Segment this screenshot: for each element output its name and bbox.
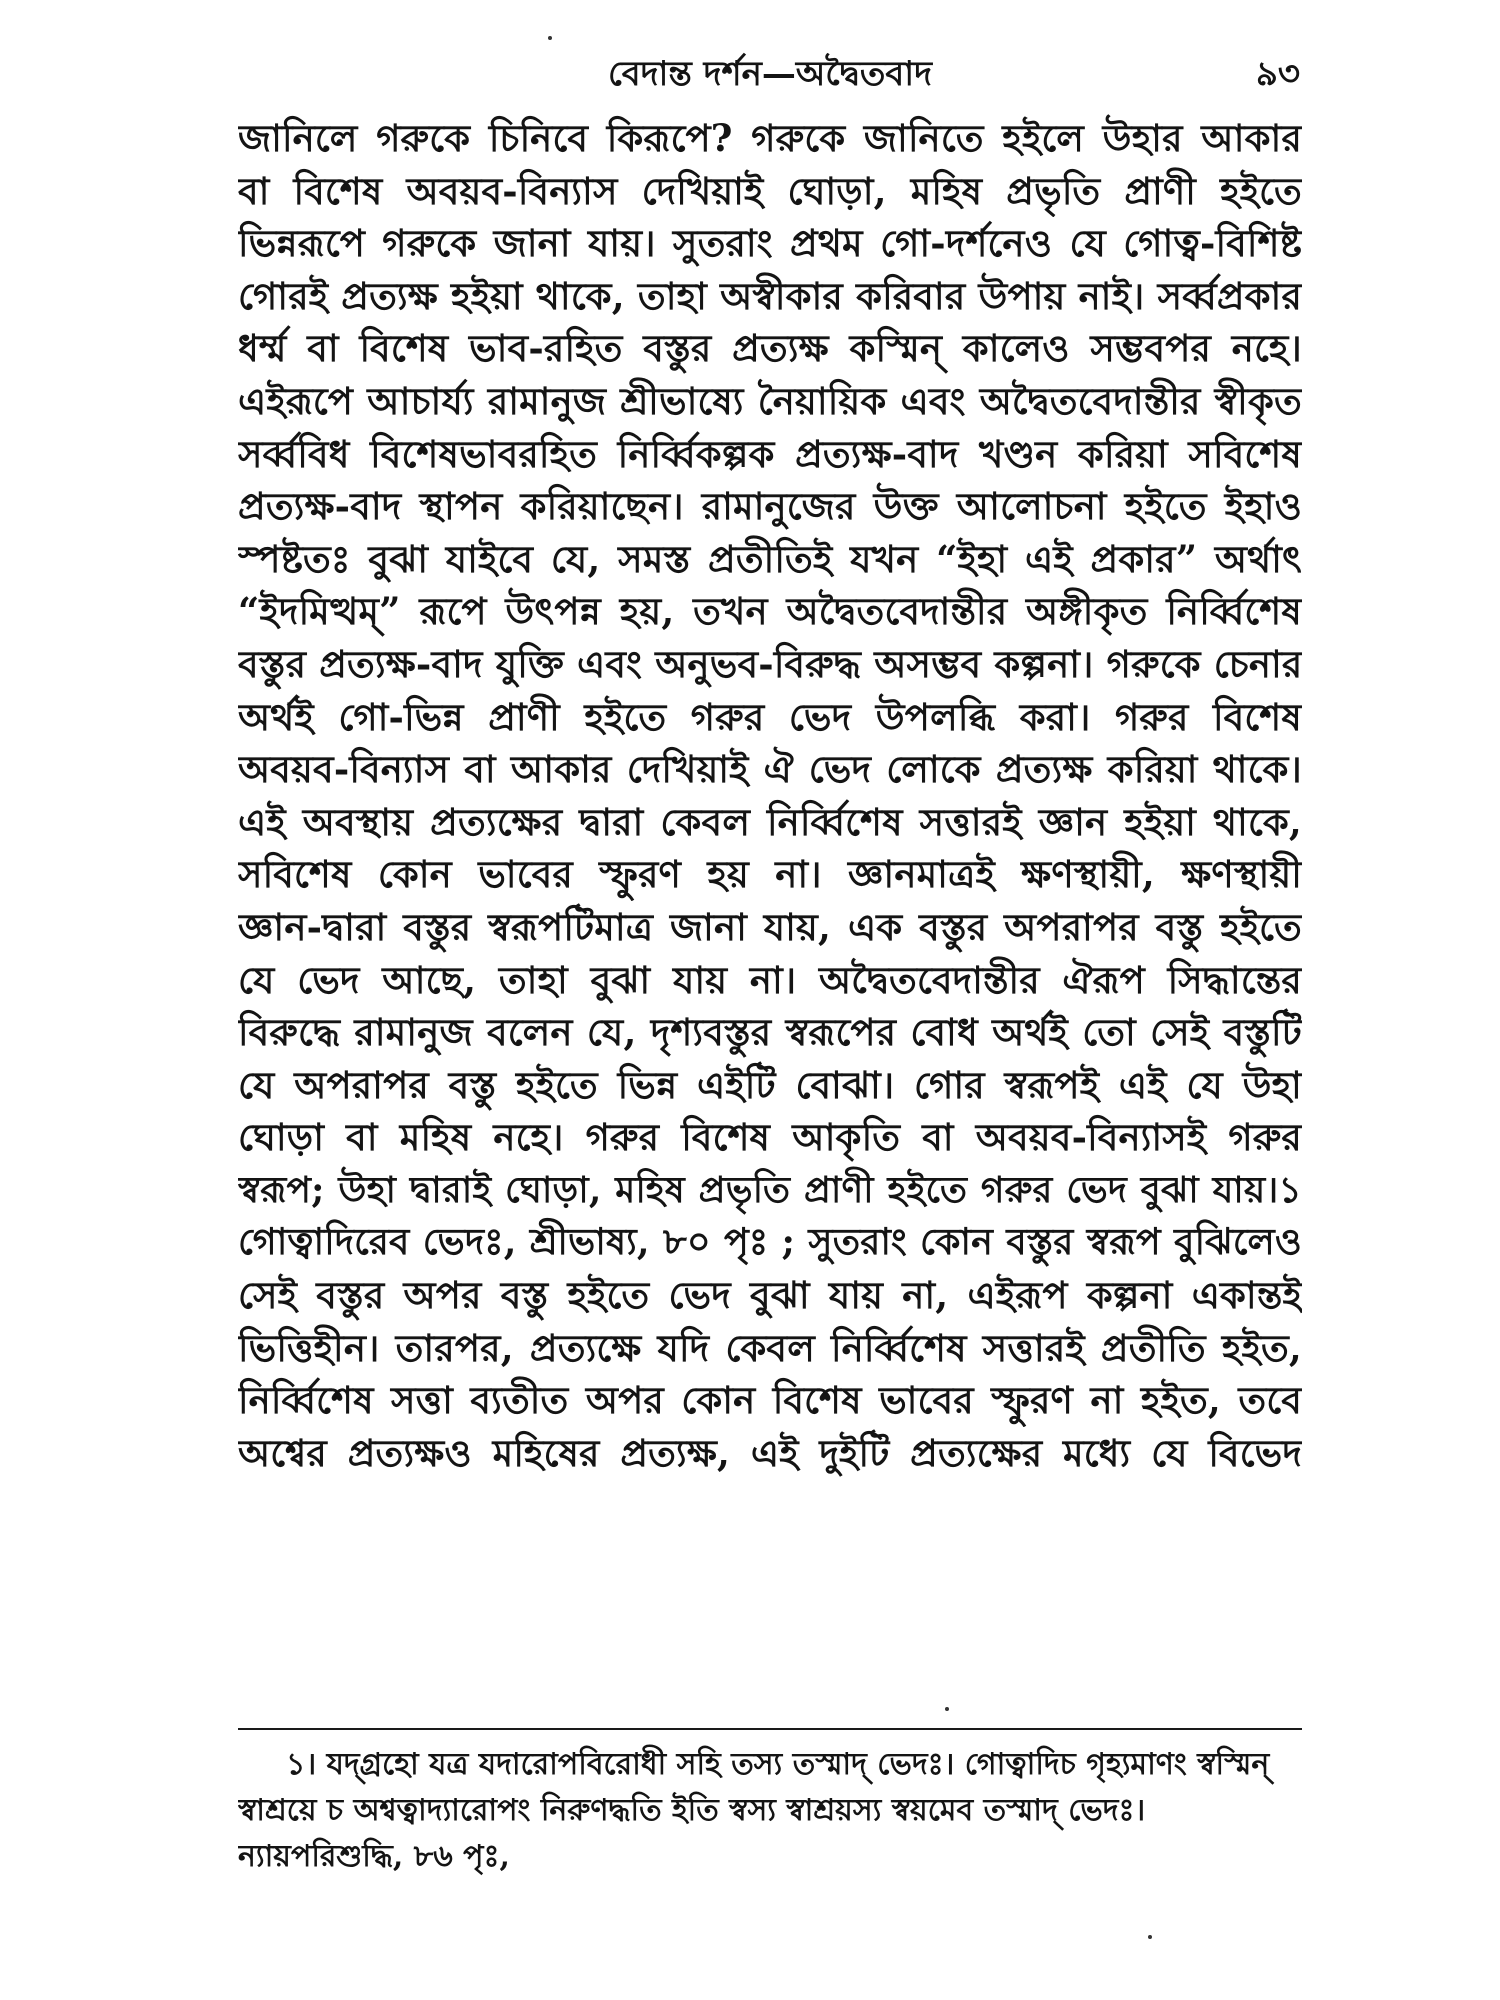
print-speck — [945, 1707, 949, 1711]
running-title: বেদান্ত দর্শন—অদ্বৈতবাদ — [607, 54, 933, 94]
body-line: ভিন্নরূপে গরুকে জানা যায়। সুতরাং প্রথম গো-দর্শনেও যে গোত্ব-বিশিষ্ট — [238, 221, 1302, 266]
body-line: জ্ঞান-দ্বারা বস্তুর স্বরূপটিমাত্র জানা যায়, এক বস্তুর অপরাপর বস্তু হইতে — [238, 904, 1302, 949]
body-line: যে অপরাপর বস্তু হইতে ভিন্ন এইটি বোঝা। গোর স্বরূপই এই যে উহা — [238, 1062, 1302, 1107]
body-line: অবয়ব-বিন্যাস বা আকার দেখিয়াই ঐ ভেদ লোকে প্রত্যক্ষ করিয়া থাকে। — [238, 747, 1302, 792]
body-line: অশ্বের প্রত্যক্ষও মহিষের প্রত্যক্ষ, এই দুইটি প্রত্যক্ষের মধ্যে যে বিভেদ — [238, 1430, 1302, 1475]
footnote-line: স্বাশ্রয়ে চ অশ্বত্বাদ্যারোপং নিরুণদ্ধতি ইতি স্বস্য স্বাশ্রয়স্য স্বয়মেব তস্মাদ্ ভেদঃ। — [238, 1793, 1146, 1828]
footnote-line: ১। যদ্‌গ্রহো যত্র যদারোপবিরোধী সহি তস্য তস্মাদ্ ভেদঃ। গোত্বাদিচ গৃহ্যমাণং স্বস্মিন্ — [286, 1747, 1270, 1782]
body-line: গোত্বাদিরেব ভেদঃ, শ্রীভাষ্য, ৮০ পৃঃ ; সুতরাং কোন বস্তুর স্বরূপ বুঝিলেও — [238, 1220, 1302, 1264]
body-text — [238, 112, 1302, 1692]
body-line: যে ভেদ আছে, তাহা বুঝা যায় না। অদ্বৈতবেদান্তীর ঐরূপ সিদ্ধান্তের — [238, 957, 1302, 1002]
body-line: স্বরূপ; উহা দ্বারাই ঘোড়া, মহিষ প্রভৃতি প্রাণী হইতে গরুর ভেদ বুঝা যায়।১ — [238, 1168, 1302, 1211]
body-line: স্পষ্টতঃ বুঝা যাইবে যে, সমস্ত প্রতীতিই যখন “ইহা এই প্রকার” অর্থাৎ — [238, 536, 1302, 581]
body-line: বা বিশেষ অবয়ব-বিন্যাস দেখিয়াই ঘোড়া, মহিষ প্রভৃতি প্রাণী হইতে — [238, 168, 1302, 213]
body-line: এই অবস্থায় প্রত্যক্ষের দ্বারা কেবল নির্ব্বিশেষ সত্তারই জ্ঞান হইয়া থাকে, — [238, 799, 1302, 844]
print-speck — [1148, 1935, 1152, 1939]
footnote — [238, 1742, 1302, 1880]
body-line: সবিশেষ কোন ভাবের স্ফুরণ হয় না। জ্ঞানমাত্রই ক্ষণস্থায়ী, ক্ষণস্থায়ী — [238, 852, 1302, 897]
body-line: প্রত্যক্ষ-বাদ স্থাপন করিয়াছেন। রামানুজের উক্ত আলোচনা হইতে ইহাও — [238, 484, 1302, 529]
body-line: “ইদমিত্থম্” রূপে উৎপন্ন হয়, তখন অদ্বৈতবেদান্তীর অঙ্গীকৃত নির্ব্বিশেষ — [238, 589, 1302, 634]
footnote-divider — [238, 1728, 1302, 1730]
print-speck — [548, 36, 552, 40]
body-line: গোরই প্রত্যক্ষ হইয়া থাকে, তাহা অস্বীকার করিবার উপায় নাই। সর্ব্বপ্রকার — [238, 273, 1302, 318]
body-line: ধর্ম্ম বা বিশেষ ভাব-রহিত বস্তুর প্রত্যক্ষ কস্মিন্ কালেও সম্ভবপর নহে। — [238, 326, 1302, 371]
body-line: ঘোড়া বা মহিষ নহে। গরুর বিশেষ আকৃতি বা অবয়ব-বিন্যাসই গরুর — [238, 1115, 1302, 1160]
body-line: নির্ব্বিশেষ সত্তা ব্যতীত অপর কোন বিশেষ ভাবের স্ফুরণ না হইত, তবে — [238, 1378, 1302, 1423]
body-line: অর্থই গো-ভিন্ন প্রাণী হইতে গরুর ভেদ উপলব্ধি করা। গরুর বিশেষ — [238, 694, 1302, 739]
page-number: ৯৩ — [1255, 54, 1300, 94]
footnote-line: ন্যায়পরিশুদ্ধি, ৮৬ পৃঃ, — [238, 1839, 510, 1874]
body-line: বস্তুর প্রত্যক্ষ-বাদ যুক্তি এবং অনুভব-বিরুদ্ধ অসম্ভব কল্পনা। গরুকে চেনার — [238, 641, 1302, 686]
body-line: বিরুদ্ধে রামানুজ বলেন যে, দৃশ্যবস্তুর স্বরূপের বোধ অর্থই তো সেই বস্তুটি — [238, 1010, 1302, 1055]
running-header — [240, 44, 1300, 104]
body-line: ভিত্তিহীন। তারপর, প্রত্যক্ষে যদি কেবল নির্ব্বিশেষ সত্তারই প্রতীতি হইত, — [238, 1325, 1302, 1370]
body-line: সেই বস্তুর অপর বস্তু হইতে ভেদ বুঝা যায় না, এইরূপ কল্পনা একান্তই — [238, 1273, 1302, 1318]
body-line: জানিলে গরুকে চিনিবে কিরূপে? গরুকে জানিতে হইলে উহার আকার — [238, 116, 1302, 160]
body-line: এইরূপে আচার্য্য রামানুজ শ্রীভাষ্যে নৈয়ায়িক এবং অদ্বৈতবেদান্তীর স্বীকৃত — [238, 378, 1302, 423]
body-line: সর্ব্ববিধ বিশেষভাবরহিত নির্ব্বিকল্পক প্রত্যক্ষ-বাদ খণ্ডন করিয়া সবিশেষ — [238, 431, 1302, 476]
